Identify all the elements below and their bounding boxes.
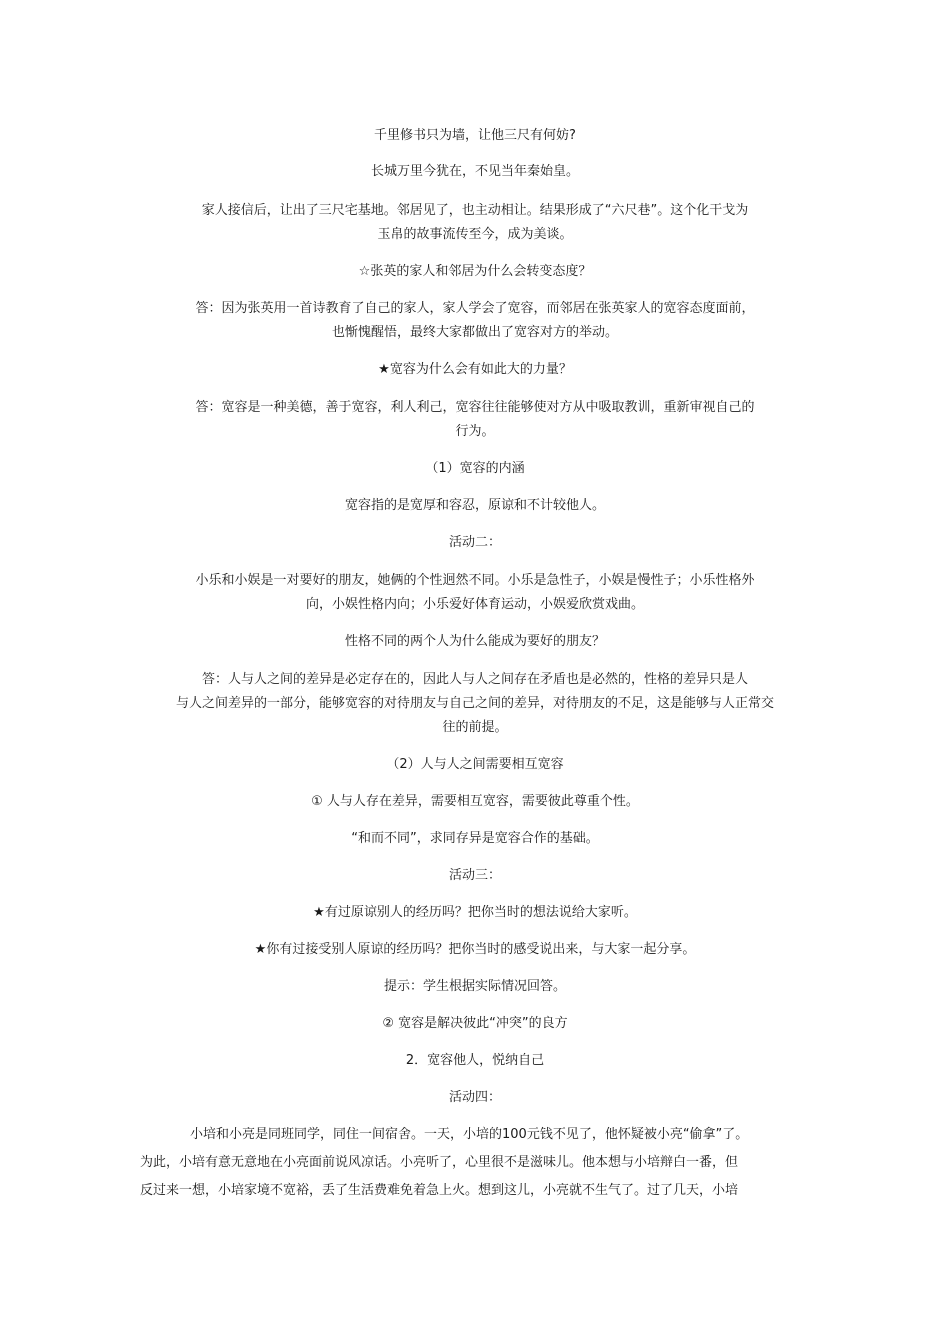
activity-three-heading: 活动三： xyxy=(448,868,501,883)
section-heading-3: 2．宽容他人，悦纳自己 xyxy=(405,1053,545,1068)
poem-line-2: 长城万里今犹在，不见当年秦始皇。 xyxy=(370,164,579,179)
answer-friendship-line-3: 往的前提。 xyxy=(442,720,508,735)
question-friendship: 性格不同的两个人为什么能成为要好的朋友？ xyxy=(344,634,605,649)
section-heading-1: （1）宽容的内涵 xyxy=(425,461,525,476)
activity-two-text-line-2: 向，小娱性格内向；小乐爱好体育运动，小娱爱欣赏戏曲。 xyxy=(305,597,644,612)
paragraph-story-line-1: 家人接信后，让出了三尺宅基地。邻居见了，也主动相让。结果形成了“六尺巷”。这个化干戈为 xyxy=(201,203,749,218)
answer-tolerance-line-1: 答：宽容是一种美德，善于宽容，利人利己，宽容往往能够使对方从中吸取教训，重新审视自己的 xyxy=(195,400,755,415)
hint-text: 提示：学生根据实际情况回答。 xyxy=(383,979,566,994)
activity-four-text-line-2: 为此，小培有意无意地在小亮面前说风凉话。小亮听了，心里很不是滋味儿。他本想与小培辩白一番，但 xyxy=(140,1155,739,1170)
answer-tolerance-line-2: 行为。 xyxy=(455,424,495,439)
definition-text: 宽容指的是宽厚和容忍，原谅和不计较他人。 xyxy=(344,498,605,513)
point-one-text: ① 人与人存在差异，需要相互宽容，需要彼此尊重个性。 xyxy=(311,794,639,809)
answer-attitude-line-1: 答：因为张英用一首诗教育了自己的家人，家人学会了宽容，而邻居在张英家人的宽容态度面前， xyxy=(195,301,755,316)
answer-friendship-line-2: 与人之间差异的一部分，能够宽容的对待朋友与自己之间的差异，对待朋友的不足，这是能够与人正常交 xyxy=(175,696,774,711)
question-tolerance-power: ★宽容为什么会有如此大的力量？ xyxy=(378,362,572,377)
question-being-forgiven: ★你有过接受别人原谅的经历吗？把你当时的感受说出来，与大家一起分享。 xyxy=(254,942,696,957)
activity-four-text-line-1: 小培和小亮是同班同学，同住一间宿舍。一天，小培的100元钱不见了，他怀疑被小亮“偷拿”了。 xyxy=(190,1127,749,1142)
activity-four-text-line-3: 反过来一想，小培家境不宽裕，丢了生活费难免着急上火。想到这儿，小亮就不生气了。过了几天，小培 xyxy=(140,1183,739,1198)
answer-friendship-line-1: 答：人与人之间的差异是必定存在的，因此人与人之间存在矛盾也是必然的，性格的差异只是人 xyxy=(201,672,748,687)
question-forgive-others: ★有过原谅别人的经历吗？把你当时的想法说给大家听。 xyxy=(313,905,637,920)
question-attitude-change: ☆张英的家人和邻居为什么会转变态度？ xyxy=(358,264,592,279)
harmony-text: “和而不同”，求同存异是宽容合作的基础。 xyxy=(351,831,599,846)
activity-two-text-line-1: 小乐和小娱是一对要好的朋友，她俩的个性迥然不同。小乐是急性子，小娱是慢性子；小乐性格外 xyxy=(195,573,755,588)
activity-two-heading: 活动二： xyxy=(448,535,501,550)
point-two-text: ② 宽容是解决彼此“冲突”的良方 xyxy=(382,1016,568,1031)
paragraph-story-line-2: 玉帛的故事流传至今，成为美谈。 xyxy=(377,227,573,242)
section-heading-2: （2）人与人之间需要相互宽容 xyxy=(386,757,564,772)
answer-attitude-line-2: 也惭愧醒悟，最终大家都做出了宽容对方的举动。 xyxy=(331,325,618,340)
poem-line-1: 千里修书只为墙，让他三尺有何妨? xyxy=(374,128,576,143)
activity-four-heading: 活动四： xyxy=(448,1090,501,1105)
